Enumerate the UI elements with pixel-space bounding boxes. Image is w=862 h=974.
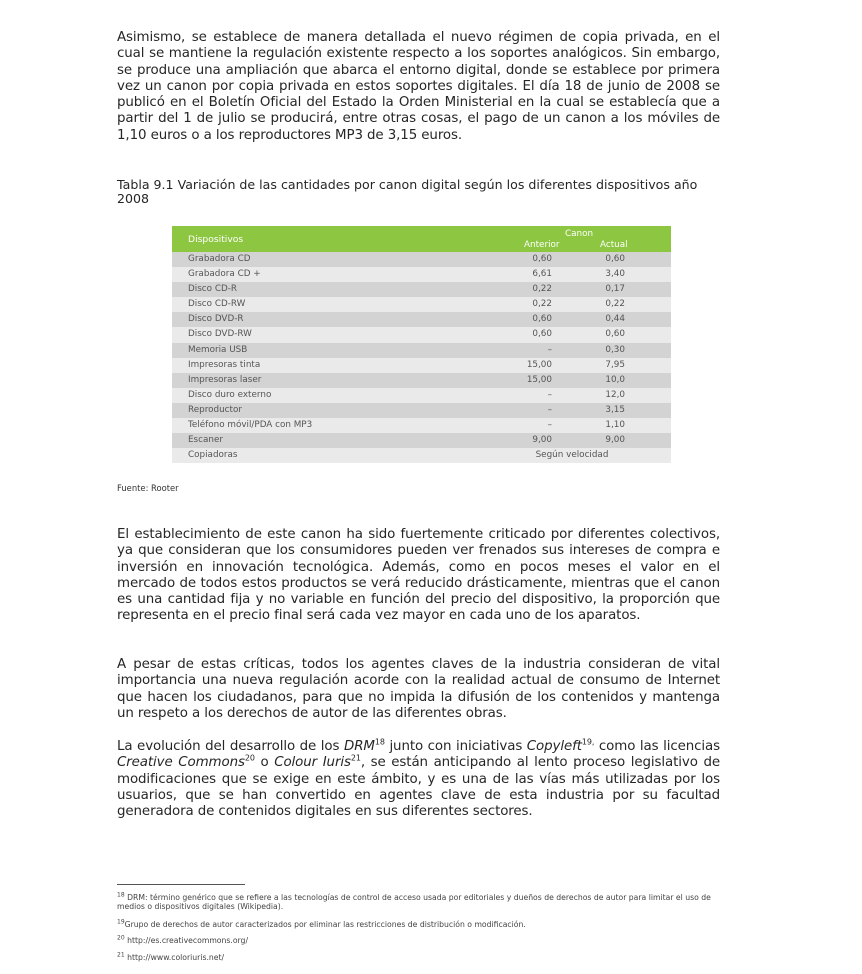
cell-span: Según velocidad — [535, 450, 609, 461]
cell-device: Disco DVD-RW — [188, 329, 252, 340]
cell-actual: 1,10 — [605, 420, 625, 431]
cell-device: Disco CD-R — [188, 284, 238, 295]
footnote-link: http://www.coloriuris.net/ — [124, 953, 225, 962]
term-copyleft: Copyleft — [526, 739, 582, 754]
table-row — [172, 358, 671, 373]
cell-anterior: 15,00 — [526, 359, 552, 370]
cell-actual: 0,44 — [605, 314, 625, 325]
cell-anterior: 9,00 — [532, 435, 552, 446]
cell-anterior: – — [547, 404, 552, 415]
cell-anterior: 6,61 — [532, 269, 552, 280]
paragraph-drm — [117, 739, 720, 820]
table-row — [172, 282, 671, 297]
term-drm: DRM — [343, 739, 375, 754]
cell-anterior: 15,00 — [526, 374, 552, 385]
paragraph-regulacion: A pesar de estas críticas, todos los agentes claves de la industria consideran de vital importancia una nueva regulación acorde con la realidad actual de consumo de Internet que hacen los ciudadanos, para que no impida la difusión de los contenidos y mantenga un respeto a los derechos de autor de las diferentes obras. — [117, 657, 720, 721]
cell-device: Impresoras laser — [188, 374, 262, 385]
cell-anterior: – — [547, 344, 552, 355]
text-span: La evolución del desarrollo de los — [117, 739, 344, 754]
text-span: junto con iniciativas — [384, 739, 527, 754]
cell-actual: 0,30 — [605, 344, 625, 355]
cell-anterior: 0,22 — [532, 299, 552, 310]
table-row — [172, 403, 671, 418]
cell-device: Memoria USB — [188, 344, 248, 355]
cell-device: Disco CD-RW — [188, 299, 246, 310]
table-row — [172, 448, 671, 463]
header-actual: Actual — [600, 240, 628, 250]
text-span: , se están anticipando al lento proceso legislativo de modificaciones que se exige en este ámbito, y es una de las vías más utilizadas por los usuarios, que se han convertido en agentes clave de esta industria por su facultad generadora de contenidos digitales en sus diferentes sectores. — [117, 755, 720, 820]
paragraph-copia-privada: Asimismo, se establece de manera detallada el nuevo régimen de copia privada, en el cual se mantiene la regulación existente respecto a los soportes analógicos. Sin embargo, se produce una ampliación que abarca el entorno digital, donde se establece por primera vez un canon por copia privada en estos soportes digitales. El día 18 de junio de 2008 se publicó en el Boletín Oficial del Estado la Orden Ministerial en la cual se establecía que a partir del 1 de julio se producirá, entre otras cosas, el pago de un canon a los móviles de 1,10 euros o a los reproductores MP3 de 3,15 euros. — [117, 30, 720, 143]
text-span: como las licencias — [594, 739, 721, 754]
cell-device: Copiadoras — [188, 450, 238, 461]
footnote-21 — [117, 953, 727, 962]
footnote-link: http://es.creativecommons.org/ — [124, 936, 249, 945]
footnote-20 — [117, 936, 727, 945]
table-row — [172, 327, 671, 342]
table-row — [172, 343, 671, 358]
cell-device: Teléfono móvil/PDA con MP3 — [188, 420, 313, 431]
footnote-18 — [117, 893, 727, 911]
table-row — [172, 373, 671, 388]
table-row — [172, 418, 671, 433]
cell-device: Reproductor — [188, 404, 242, 415]
table-row — [172, 433, 671, 448]
text-span: o — [254, 755, 275, 771]
footnote-number: 19 — [117, 918, 125, 926]
table-row — [172, 252, 671, 267]
cell-actual: 9,00 — [605, 435, 625, 446]
table-row — [172, 388, 671, 403]
footnote-number: 20 — [117, 934, 125, 942]
footnote-19 — [117, 920, 727, 929]
cell-device: Grabadora CD + — [188, 269, 261, 280]
cell-actual: 12,0 — [605, 389, 625, 400]
table-header — [172, 226, 671, 252]
cell-actual: 0,17 — [605, 284, 625, 295]
table-row — [172, 312, 671, 327]
cell-actual: 0,60 — [605, 254, 625, 264]
footnote-number: 21 — [117, 951, 125, 959]
cell-anterior: 0,60 — [532, 314, 552, 325]
cell-actual: 10,0 — [605, 374, 625, 385]
cell-anterior: – — [547, 420, 552, 431]
table-row — [172, 297, 671, 312]
header-canon: Canon — [565, 229, 594, 239]
cell-device: Escaner — [188, 435, 223, 446]
table-caption: Tabla 9.1 Variación de las cantidades por canon digital según los diferentes dispositivos año 2008 — [117, 177, 698, 206]
cell-actual: 3,15 — [605, 404, 625, 415]
footnote-text: DRM: término genérico que se refiere a las tecnologías de control de acceso usada por editoriales y dueños de derechos de autor para limitar el uso de medios o dispositivos digitales (Wikipedia). — [117, 893, 711, 911]
cell-actual: 7,95 — [605, 359, 625, 370]
footnote-ref-20: 20 — [244, 753, 255, 763]
cell-actual: 0,60 — [605, 329, 625, 340]
footnote-divider — [117, 884, 245, 885]
cell-actual: 0,22 — [605, 299, 625, 310]
cell-anterior: 0,60 — [532, 329, 552, 340]
cell-device: Grabadora CD — [188, 254, 251, 264]
footnote-text: Grupo de derechos de autor caracterizados por eliminar las restricciones de distribución o modificación. — [124, 920, 526, 929]
canon-table — [172, 226, 671, 463]
footnote-ref-21: 21 — [350, 753, 361, 763]
table-body — [172, 252, 671, 463]
cell-device: Disco duro externo — [188, 389, 272, 400]
cell-anterior: – — [547, 389, 552, 400]
cell-actual: 3,40 — [605, 269, 625, 280]
table-source: Fuente: Rooter — [117, 483, 179, 493]
cell-anterior: 0,22 — [532, 284, 552, 295]
footnote-ref-18: 18 — [374, 737, 385, 747]
cell-device: Impresoras tinta — [188, 359, 261, 370]
term-creative-commons: Creative Commons — [117, 755, 245, 771]
term-colour-iuris: Colour Iuris — [274, 755, 351, 771]
footnote-number: 18 — [117, 891, 125, 899]
cell-device: Disco DVD-R — [188, 314, 244, 325]
header-dispositivos: Dispositivos — [188, 234, 244, 245]
paragraph-criticas: El establecimiento de este canon ha sido fuertemente criticado por diferentes colectivos, ya que consideran que los consumidores pueden ver frenados sus intereses de compra e inversión en innovación tecnológica. Además, como en pocos meses el valor en el mercado de todos estos productos se verá reducido drásticamente, mientras que el canon es una cantidad fija y no variable en función del precio del dispositivo, la proporción que representa en el precio final será cada vez mayor en cada uno de los aparatos. — [117, 527, 720, 624]
table-row — [172, 267, 671, 282]
header-anterior: Anterior — [524, 240, 560, 250]
cell-anterior: 0,60 — [532, 254, 552, 264]
footnote-ref-19: 19, — [581, 737, 595, 747]
